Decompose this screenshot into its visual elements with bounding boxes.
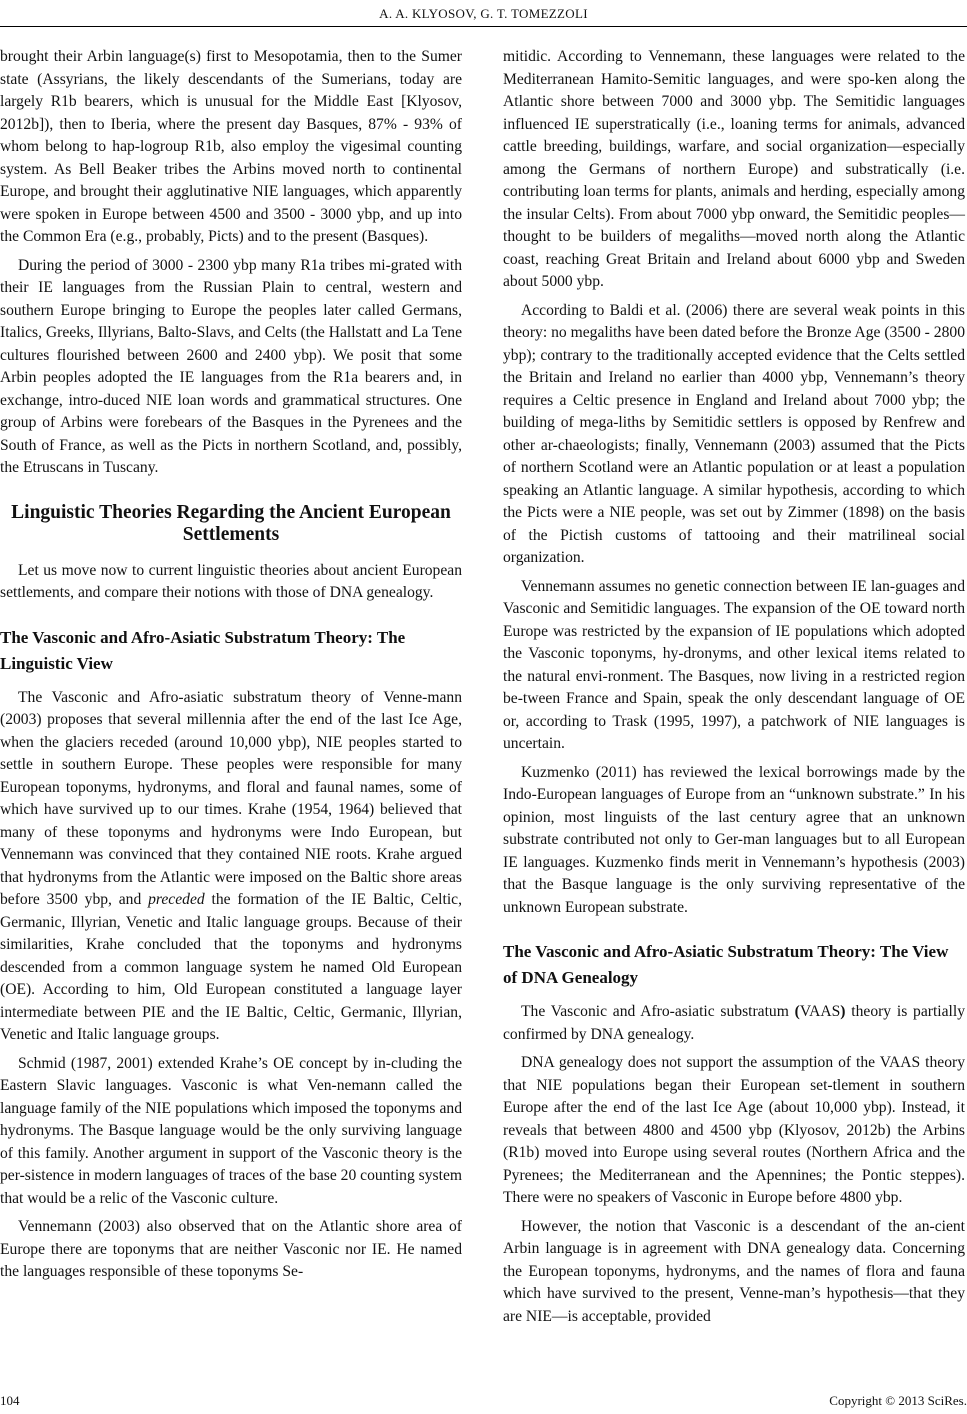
subsection-heading: The Vasconic and Afro-Asiatic Substratum Theory: The View of DNA Genealogy: [503, 942, 949, 987]
page-number: 104: [0, 1393, 20, 1408]
header-rule: [0, 26, 967, 27]
section-heading: Linguistic Theories Regarding the Ancient European Settlements: [11, 501, 451, 545]
paragraph: Schmid (1987, 2001) extended Krahe’s OE concept by in-cluding the Eastern Slavic languages. Vasconic is what Ven-nemann called the language family of the NIE populations which imposed the toponyms and hydronyms. The Basque language would be the only surviving language of this family. Another argument in support of the Vasconic theory is the per-sistence in modern languages of traces of the base 20 counting system that would be a relic of the Vasconic culture.: [0, 1054, 462, 1207]
paragraph: [0, 687, 462, 1047]
paragraph: Kuzmenko (2011) has reviewed the lexical borrowings made by the Indo-European languages of Europe from an “unknown substrate.” In his opinion, most linguists of the last century agree that an unknown substrate contributed not only to Ger-man languages but to all European IE languages. Kuzmenko finds merit in Vennemann’s hypothesis (2003) that the Basque language is the only surviving representative of the unknown European substrate.: [503, 763, 965, 916]
subsection-heading: The Vasconic and Afro-Asiatic Substratum Theory: The Linguistic View: [0, 627, 406, 673]
paragraph: DNA genealogy does not support the assumption of the VAAS theory that NIE populations began their European set-tlement in southern Europe after the end of the last Ice Age (about 10,000 ybp). Instead, it reveals that between 4800 and 4500 ybp (Klyosov, 2012b) the Arbins (R1b) moved into Europe using several routes (Northern Africa and the Pyrenees; the Mediterranean and the Apennines; the Pontic steppes). There were no speakers of Vasconic in Europe before 4800 ybp.: [503, 1054, 965, 1206]
bold-paren: ): [840, 1003, 846, 1020]
text-run: The Vasconic and Afro-asiatic substratum theory of Venne-mann (2003) proposes that several millennia after the end of the last Ice Age, when the glaciers receded (around 10,000 ybp), NIE peoples started to settle in southern Europe. These peoples were responsible for many European toponyms, hydronyms, and floral and faunal names, some of which have survived up to our times. Krahe (1954, 1964) believed that many of these toponyms and hydronyms were Indo European, but Vennemann was convinced that they contained NIE roots. Krahe argued that hydronyms from the Atlantic were imposed on the Baltic shore areas before 3500 ybp, and: [0, 688, 462, 908]
paragraph: Vennemann assumes no genetic connection between IE lan-guages and Vasconic and Semitidic languages. The expansion of the OE toward north Europe was restricted by the expansion of IE populations which adopted the Vasconic toponyms, hy-dronyms, and other lexical items related to the natural envi-ronment. The Basques, now living in a restricted region be-tween France and Spain, speak the only descendant language of OE or, according to Trask (1995, 1997), a patchwork of NIE languages is uncertain.: [503, 577, 965, 752]
paragraph: mitidic. According to Vennemann, these languages were related to the Mediterranean Hamito-Semitic languages, and were spo-ken along the Atlantic shore between 7000 and 3000 ybp. The Semitidic languages influenced IE superstratically (i.e., loaning terms for animals, advanced cattle breeding, buildings, warfare, and social organization—especially among the Germans of northern Europe) and substratically (i.e. contributing loan terms for plants, animals and herding, especially among the insular Celts). From about 7000 ybp onward, the Semitidic peoples—thought to be builders of megaliths—moved north along the Atlantic coast, reaching Great Britain and Ireland about 6000 ybp and Sweden about 5000 ybp.: [503, 48, 965, 290]
paragraph: During the period of 3000 - 2300 ybp many R1a tribes mi-grated with their IE languages from the Russian Plain to central, western and southern Europe bringing to Europe the peoples later called Germans, Italics, Greeks, Illyrians, Balto-Slavs, and Celts (the Hallstatt and La Tene cultures flourished between 2600 and 2400 ybp). We posit that some Arbin peoples adopted the IE languages from the R1a bearers and, in exchange, intro-duced NIE loan words and grammatical structures. One group of Arbins were forebears of the Basques in the Pyrenees and the South of France, as well as the Picts in northern Scotland, and, possibly, the Etruscans in Tuscany.: [0, 256, 462, 476]
text-run: the formation of the IE Baltic, Celtic, Germanic, Illyrian, Venetic and Italic language groups. Because of their similarities, Krahe concluded that the toponyms and hydronyms descended from a common language system he named Old European (OE). According to him, Old European constituted a language layer intermediate between PIE and the IE Baltic, Celtic, Germanic, Illyrian, Venetic and Italic language groups.: [0, 891, 462, 1043]
text-run: theory is partially confirmed by DNA genealogy.: [503, 1003, 965, 1043]
running-head: A. A. KLYOSOV, G. T. TOMEZZOLI: [379, 6, 588, 21]
paragraph: brought their Arbin language(s) first to Mesopotamia, then to the Sumer state (Assyrians, the likely descendants of the Sumerians, today are largely R1b bearers, which is unusual for the Middle East [Klyosov, 2012b]), then to Iberia, where the present day Basques, 87% - 93% of whom belong to hap-logroup R1b, also employ the vigesimal counting system. As Bell Beaker tribes the Arbins moved north to continental Europe, and brought their agglutinative NIE languages, which apparently were spoken in Europe between 4500 and 3500 - 3000 ybp, and up into the Common Era (e.g., probably, Picts) and to the present (Basques).: [0, 48, 462, 245]
copyright-notice: Copyright © 2013 SciRes.: [829, 1393, 967, 1408]
paragraph: [503, 1001, 965, 1046]
paragraph: Let us move now to current linguistic theories about ancient European settlements, and compare their notions with those of DNA genealogy.: [0, 561, 462, 601]
paragraph: Vennemann (2003) also observed that on the Atlantic shore area of Europe there are toponyms that are neither Vasconic nor IE. He named the languages responsible of these toponyms Se-: [0, 1218, 462, 1280]
bold-paren: (: [794, 1003, 800, 1020]
paragraph: However, the notion that Vasconic is a descendant of the an-cient Arbin language is in agreement with DNA genealogy data. Concerning the European toponyms, hydronyms, and the names of flora and fauna which have survived to the present, Venne-man’s hypothesis—that they are NIE—is acceptable, provided: [503, 1217, 965, 1325]
left-column: [0, 46, 462, 1290]
paragraph: According to Baldi et al. (2006) there are several weak points in this theory: no megaliths have been dated before the Bronze Age (3500 - 2800 ybp); contrary to the traditionally accepted evidence that the Celts settled the Britain and Ireland no earlier than 4000 ybp, Vennemann’s theory requires a Celtic presence in England and Ireland about 7000 ybp; the building of mega-liths by Semitidic settlers is opposed by Renfrew and other ar-chaeologists; finally, Vennemann (2003) assumed that the Picts of northern Scotland were an Atlantic population or at least a population speaking an Atlantic language. A similar hypothesis, according to which the Picts were a NIE people, was set out by Zimmer (1898) on the basis of the Pictish customs of tattooing and their matrilineal social organization.: [503, 301, 965, 566]
emphasis: preceded: [148, 891, 205, 908]
text-run: The Vasconic and Afro-asiatic substratum: [521, 1003, 795, 1020]
abbreviation: VAAS: [799, 1003, 841, 1020]
right-column: [503, 46, 965, 1334]
